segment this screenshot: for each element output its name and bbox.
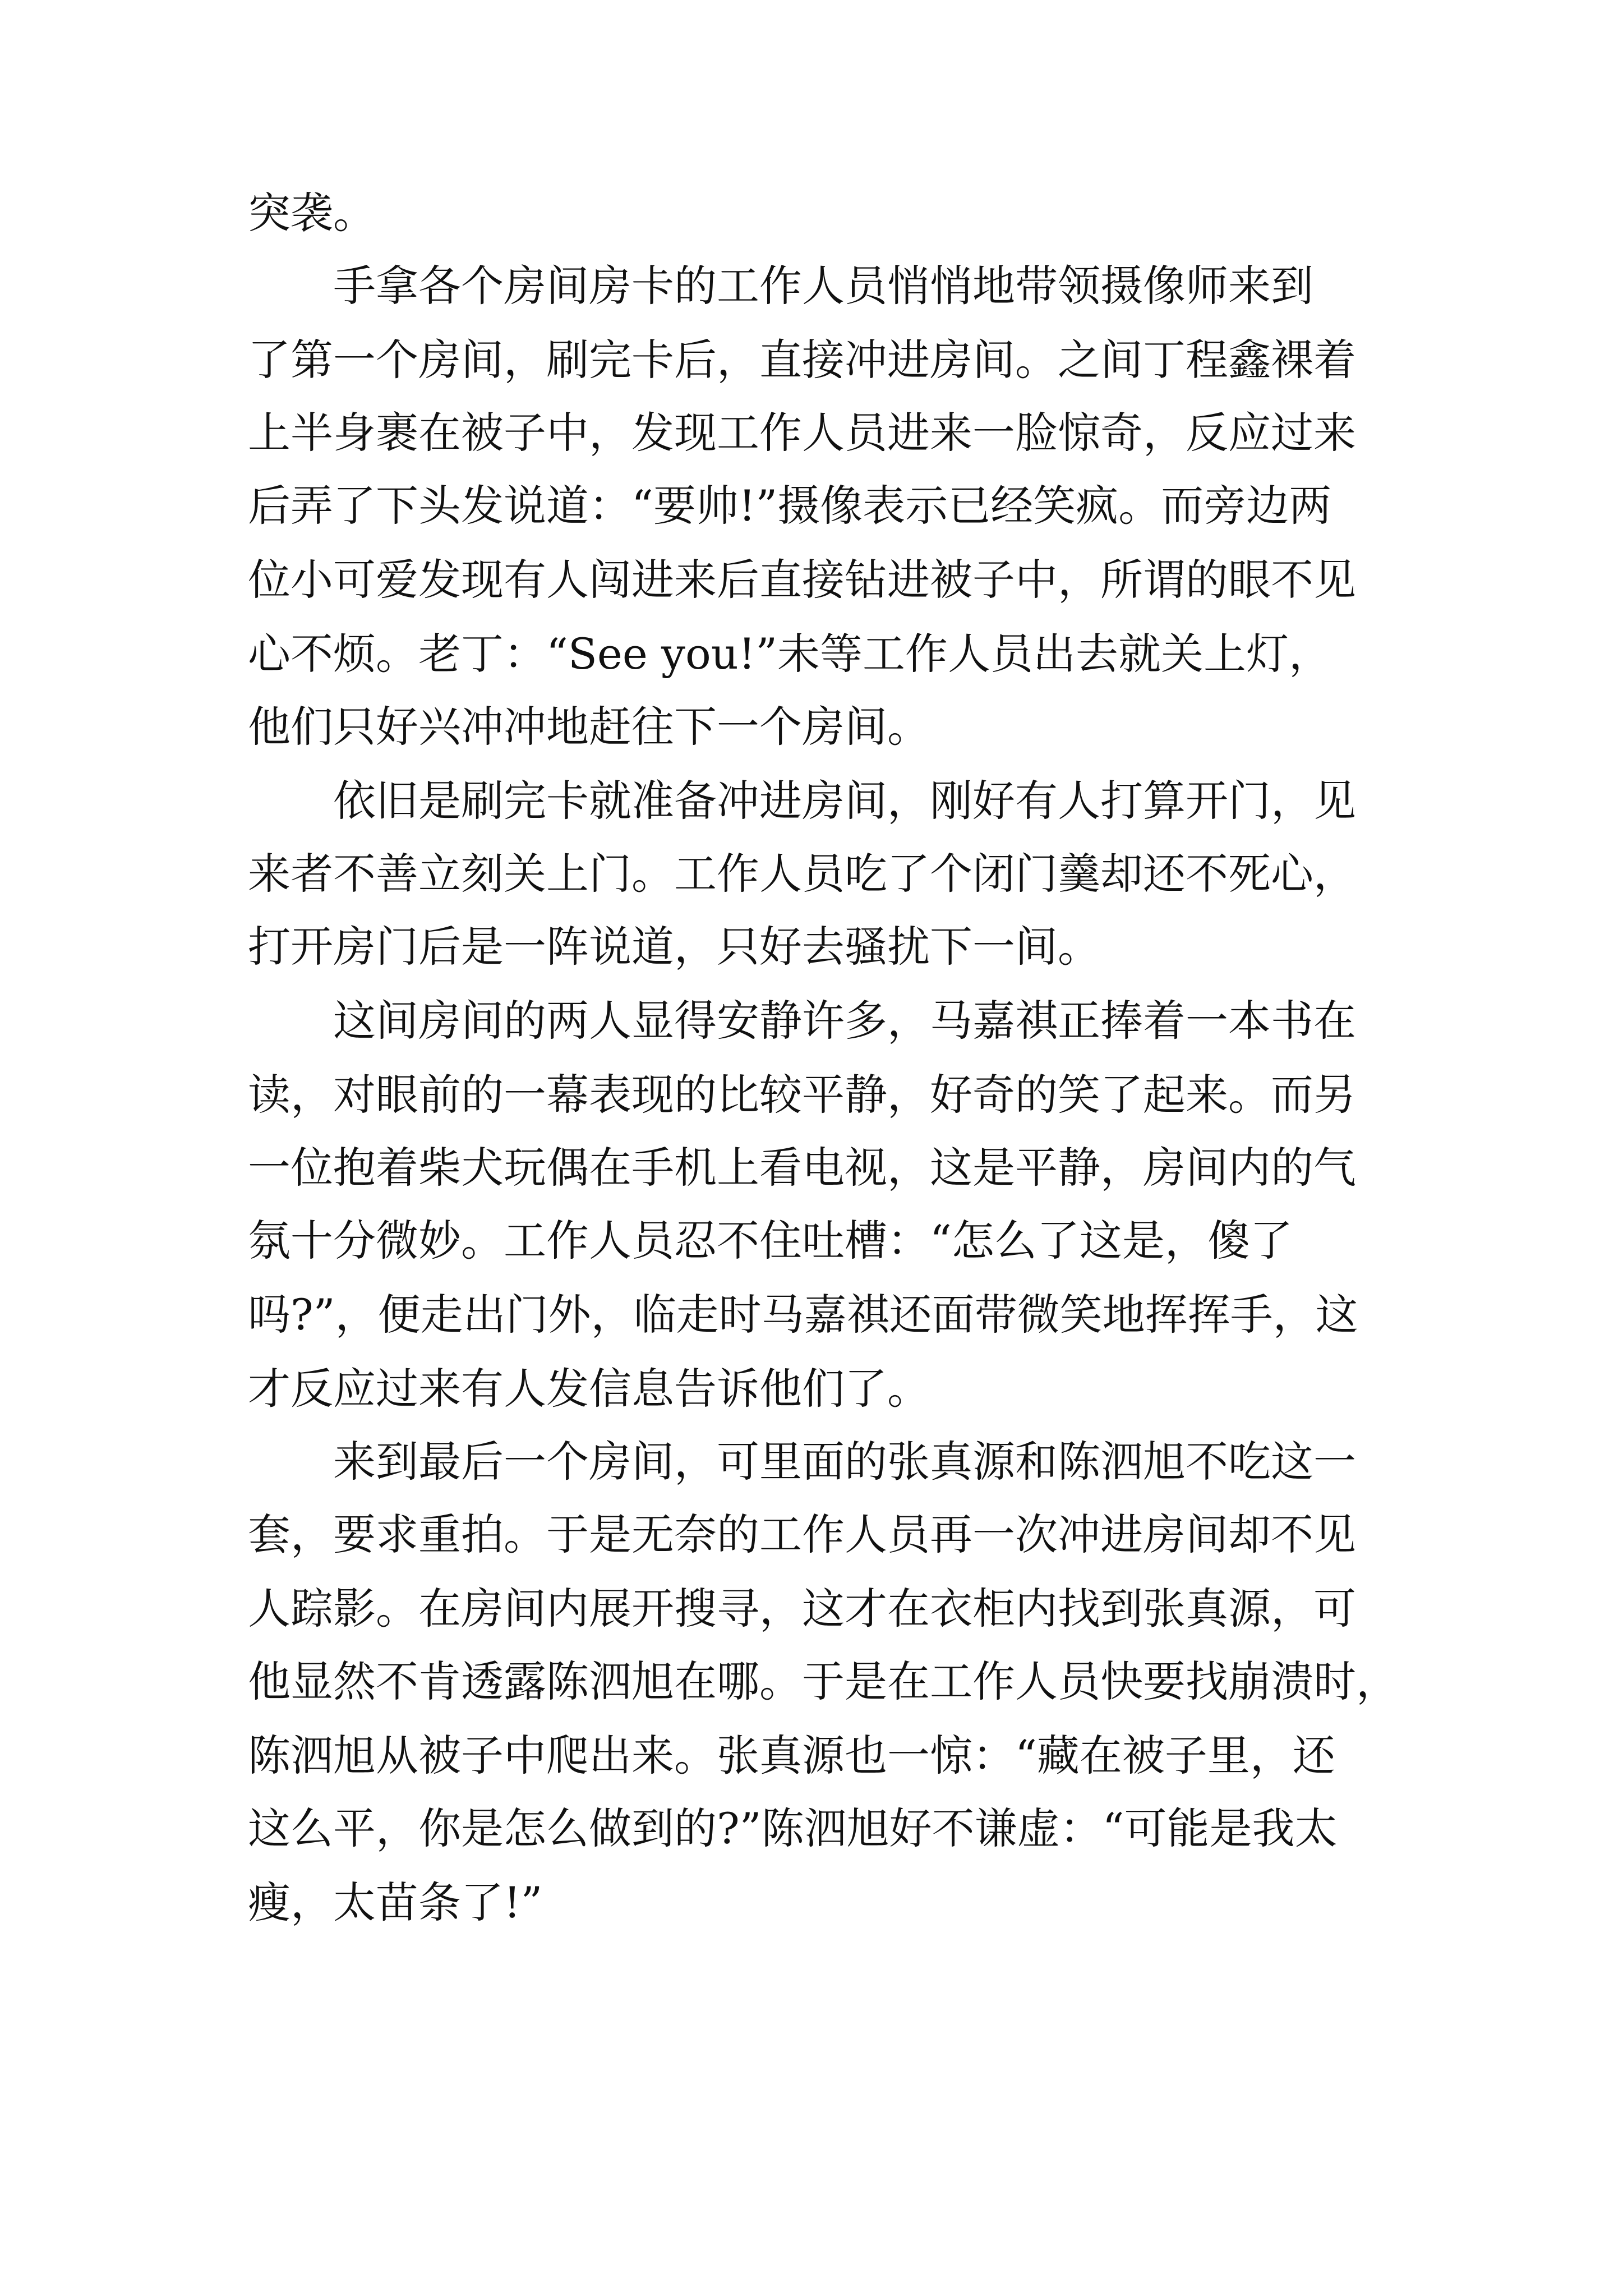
paragraph-line: 他显然不肯透露陈泗旭在哪。于是在工作人员快要找崩溃时， [248,1657,1399,1706]
paragraph-line: 人踪影。在房间内展开搜寻，这才在衣柜内找到张真源，可 [248,1584,1356,1634]
paragraph-line: 打开房门后是一阵说道，只好去骚扰下一间。 [248,922,1100,972]
paragraph-line: 吗?”，便走出门外，临走时马嘉祺还面带微笑地挥挥手，这 [248,1290,1358,1340]
paragraph-line: 突袭。 [248,188,376,238]
paragraph-line: 上半身裹在被子中，发现工作人员进来一脸惊奇，反应过来 [248,408,1356,458]
paragraph-line: 来到最后一个房间，可里面的张真源和陈泗旭不吃这一 [333,1437,1356,1487]
paragraph-line: 这么平，你是怎么做到的?”陈泗旭好不谦虚：“可能是我太 [248,1803,1338,1853]
paragraph-line: 后弄了下头发说道：“要帅!”摄像表示已经笑疯。而旁边两 [248,481,1332,531]
paragraph-line: 读，对眼前的一幕表现的比较平静，好奇的笑了起来。而另 [248,1070,1356,1120]
paragraph-line: 心不烦。老丁：“See you!”未等工作人员出去就关上灯， [248,629,1332,679]
paragraph-line: 一位抱着柴犬玩偶在手机上看电视，这是平静，房间内的气 [248,1143,1356,1193]
paragraph-line: 这间房间的两人显得安静许多，马嘉祺正捧着一本书在 [333,996,1356,1046]
paragraph-line: 氛十分微妙。工作人员忍不住吐槽：“怎么了这是，傻了 [248,1216,1293,1266]
paragraph-line: 才反应过来有人发信息告诉他们了。 [248,1364,930,1414]
paragraph-line: 手拿各个房间房卡的工作人员悄悄地带领摄像师来到 [333,261,1313,311]
paragraph-line: 瘦，太苗条了!” [248,1878,543,1927]
paragraph-line: 陈泗旭从被子中爬出来。张真源也一惊：“藏在被子里，还 [248,1731,1335,1780]
paragraph-line: 依旧是刷完卡就准备冲进房间，刚好有人打算开门，见 [333,776,1356,826]
paragraph-line: 了第一个房间，刷完卡后，直接冲进房间。之间丁程鑫裸着 [248,335,1356,385]
paragraph-line: 套，要求重拍。于是无奈的工作人员再一次冲进房间却不见 [248,1510,1356,1559]
paragraph-line: 他们只好兴冲冲地赶往下一个房间。 [248,702,930,752]
paragraph-line: 位小可爱发现有人闯进来后直接钻进被子中，所谓的眼不见 [248,555,1356,605]
paragraph-line: 来者不善立刻关上门。工作人员吃了个闭门羹却还不死心， [248,849,1356,899]
